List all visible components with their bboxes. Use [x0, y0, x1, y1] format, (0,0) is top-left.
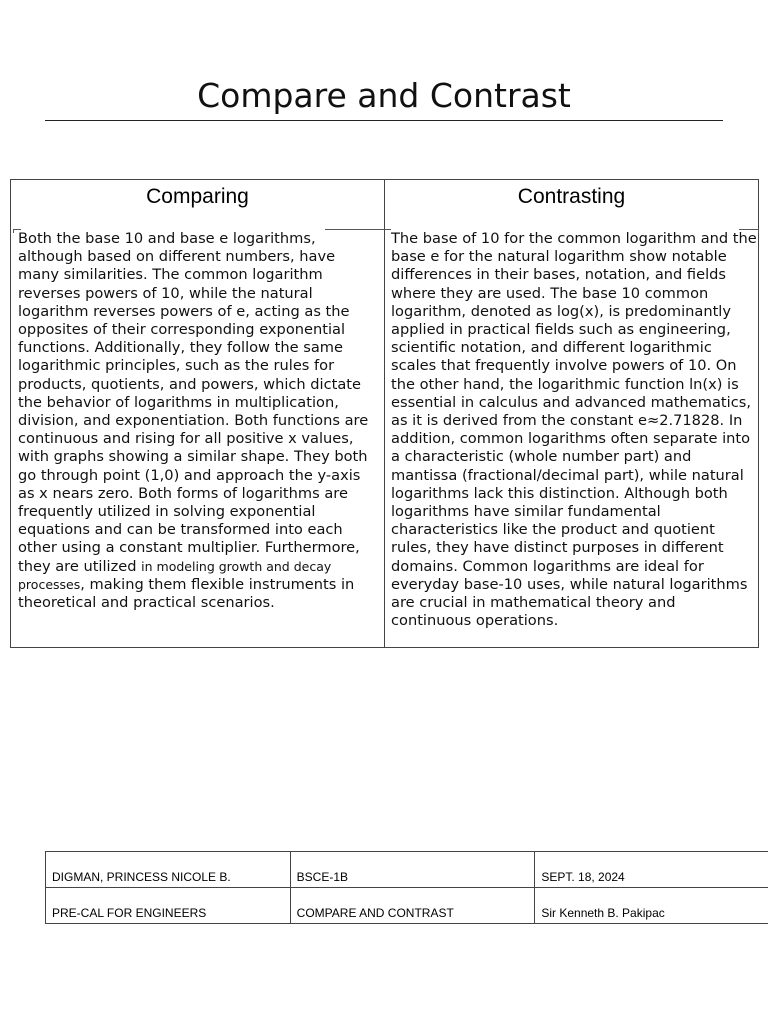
- contrasting-text: The base of 10 for the common logarithm and the base e for the natural logarithm show notable differences in their bases, notation, and fields where they are used. The base 10 common logarithm, denoted as log(x), is predominantly applied in practical fields such as engineering, scientific notation, and different logarithmic scales that frequently involve powers of 10. On the other hand, the logarithmic function ln(x) is essential in calculus and advanced mathematics, as it is derived from the constant e≈2.71828. In addition, common logarithms often separate into a characteristic (whole number part) and mantissa (fractional/decimal part), while natural logarithms lack this distinction. Although both logarithms have similar fundamental characteristics like the product and quotient rules, they have distinct purposes in different domains. Common logarithms are ideal for everyday base-10 uses, while natural logarithms are crucial in mathematical theory and continuous operations.: [391, 230, 757, 630]
- comparing-text: [18, 230, 380, 612]
- comparing-text-part: Both the base 10 and base e logarithms, although based on different numbers, have many similarities. The common logarithm reverses powers of 10, while the natural logarithm reverses powers of e, acting as the opposites of their corresponding exponential functions. Additionally, they follow the same logarithmic principles, such as the rules for products, quotients, and powers, which dictate the behavior of logarithms in multiplication, division, and exponentiation. Both functions are continuous and rising for all positive x values, with graphs showing a similar shape. They both go through point (1,0) and approach the y-axis as x nears zero. Both forms of logarithms are frequently utilized in solving exponential equations and can be transformed into each other using a constant multiplier. Furthermore, they are utilized: [18, 230, 369, 575]
- title-underline: [45, 120, 723, 121]
- comparing-text-part: , making them flexible instruments in theoretical and practical scenarios.: [18, 575, 355, 612]
- comparison-table: [10, 179, 759, 648]
- page-title: Compare and Contrast: [197, 76, 571, 115]
- instructor-cell: Sir Kenneth B. Pakipac: [535, 888, 768, 924]
- column-divider: [384, 180, 385, 647]
- contrasting-heading: Contrasting: [517, 185, 626, 208]
- section-cell: BSCE-1B: [290, 852, 535, 888]
- footer-row: [46, 888, 768, 924]
- date-cell: SEPT. 18, 2024: [535, 852, 768, 888]
- info-footer-table: [45, 851, 768, 924]
- subject-cell: PRE-CAL FOR ENGINEERS: [46, 888, 291, 924]
- comparing-text-small-part: in modeling growth and decay processes: [18, 558, 332, 592]
- footer-row: [46, 852, 768, 888]
- comparing-heading: Comparing: [146, 185, 249, 208]
- student-name-cell: DIGMAN, PRINCESS NICOLE B.: [46, 852, 291, 888]
- activity-cell: COMPARE AND CONTRAST: [290, 888, 535, 924]
